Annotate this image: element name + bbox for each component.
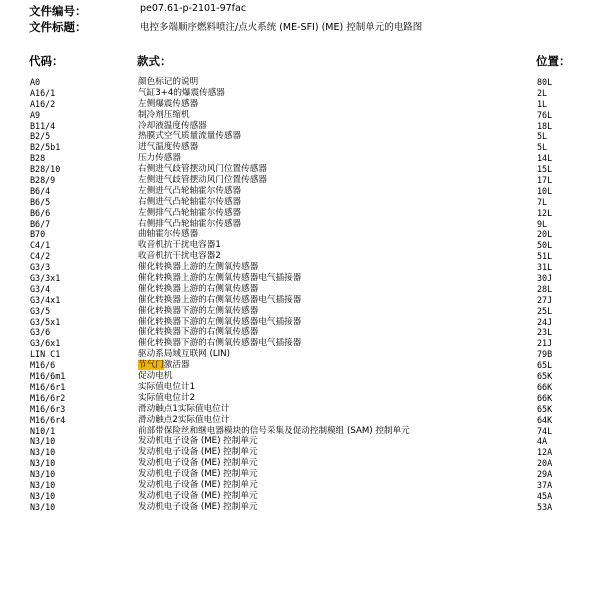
list-item: [0, 197, 601, 208]
component-position: 5L: [537, 142, 548, 153]
list-item: [0, 502, 601, 513]
list-item: [0, 262, 601, 273]
component-position: 25L: [537, 305, 553, 316]
list-item: [0, 360, 601, 371]
component-position: 80L: [537, 77, 553, 87]
component-description: 发动机电子设备 (ME) 控制单元: [138, 469, 258, 480]
list-item: [0, 371, 601, 382]
list-item: [0, 284, 601, 295]
component-description: 收音机抗干扰电容器2: [138, 251, 221, 262]
component-description: 滑动触点1实际值电位计: [138, 403, 230, 414]
list-item: [0, 436, 601, 447]
list-item: [0, 382, 601, 393]
component-description: 前部带保险丝和继电器模块的信号采集及促动控制模组 (SAM) 控制单元: [138, 425, 410, 436]
component-code: N3/10: [30, 469, 56, 480]
component-description: 发动机电子设备 (ME) 控制单元: [138, 490, 258, 501]
component-position: 29A: [537, 469, 553, 480]
component-description: 右侧进气歧管摆动风门位置传感器: [138, 164, 267, 175]
component-position: 51L: [537, 251, 553, 262]
component-description: 压力传感器: [138, 153, 181, 164]
component-code: B2/5b1: [30, 142, 61, 153]
list-item: [0, 273, 601, 284]
component-code: G3/3: [30, 262, 51, 273]
component-code: B28/9: [30, 175, 56, 186]
component-position: 79B: [537, 349, 553, 360]
component-description: 发动机电子设备 (ME) 控制单元: [138, 436, 258, 447]
component-code: M16/6r1: [30, 381, 66, 392]
component-code: A16/1: [30, 87, 56, 98]
list-item: [0, 77, 601, 88]
list-item: [0, 88, 601, 99]
component-code: B70: [30, 229, 46, 240]
component-position: 12A: [537, 447, 553, 458]
component-description: 发动机电子设备 (ME) 控制单元: [138, 479, 258, 490]
list-item: [0, 317, 601, 328]
list-item: [0, 121, 601, 132]
component-position: 17L: [537, 175, 553, 186]
component-description: 实际值电位计2: [138, 392, 196, 403]
component-position: 21J: [537, 338, 553, 349]
component-code: LIN C1: [30, 349, 61, 360]
component-code: M16/6: [30, 360, 56, 371]
component-description: 曲轴霍尔传感器: [138, 229, 199, 240]
component-position: 23L: [537, 327, 553, 338]
list-item: [0, 447, 601, 458]
component-position: 15L: [537, 164, 553, 175]
component-code: B6/6: [30, 207, 51, 218]
component-description: 右侧排气凸轮轴霍尔传感器: [138, 218, 242, 229]
component-description: 气缸3+4的爆震传感器: [138, 87, 225, 98]
component-position: 53A: [537, 501, 553, 512]
component-position: 5L: [537, 131, 548, 142]
component-description: 发动机电子设备 (ME) 控制单元: [138, 458, 258, 469]
list-item: [0, 306, 601, 317]
component-position: 10L: [537, 185, 553, 196]
component-code: A16/2: [30, 98, 56, 109]
list-item: [0, 251, 601, 262]
component-description: 催化转换器下游的右侧氧传感器电气插接器: [138, 338, 302, 349]
list-item: [0, 415, 601, 426]
component-description: 催化转换器上游的左侧氧传感器: [138, 262, 259, 273]
list-item: [0, 240, 601, 251]
component-code: N10/1: [30, 425, 56, 436]
doc-title-label: 文件标题：: [29, 20, 87, 34]
component-description: 左侧进气歧管摆动风门位置传感器: [138, 175, 267, 186]
list-item: [0, 131, 601, 142]
component-position: 65K: [537, 403, 553, 414]
component-position: 28L: [537, 283, 553, 294]
component-code: B28: [30, 153, 46, 164]
component-code: G3/3x1: [30, 273, 61, 284]
component-position: 1L: [537, 98, 548, 109]
component-position: 66K: [537, 381, 553, 392]
component-code: C4/2: [30, 251, 51, 262]
list-item: [0, 458, 601, 469]
component-position: 76L: [537, 109, 553, 120]
list-item: [0, 219, 601, 230]
column-header-desc: 款式：: [137, 54, 172, 68]
component-code: G3/6: [30, 327, 51, 338]
component-description: 催化转换器上游的右侧氧传感器: [138, 283, 259, 294]
list-item: [0, 480, 601, 491]
component-description: 催化转换器上游的左侧氧传感器电气插接器: [138, 273, 302, 284]
doc-number-label: 文件编号：: [29, 4, 87, 18]
component-description: 颜色标记的说明: [138, 77, 199, 87]
component-description: 发动机电子设备 (ME) 控制单元: [138, 501, 258, 512]
list-item: [0, 349, 601, 360]
component-code: B6/4: [30, 185, 51, 196]
list-item: [0, 295, 601, 306]
component-position: 64K: [537, 414, 553, 425]
component-description: 热膜式空气质量流量传感器: [138, 131, 242, 142]
component-code: B6/7: [30, 218, 51, 229]
component-position: 27J: [537, 294, 553, 305]
component-position: 20L: [537, 229, 553, 240]
component-position: 30J: [537, 273, 553, 284]
component-position: 24J: [537, 316, 553, 327]
component-position: 45A: [537, 490, 553, 501]
component-code: C4/1: [30, 240, 51, 251]
component-description: 驱动系局域互联网 (LIN): [138, 349, 230, 360]
component-description: 左侧进气凸轮轴霍尔传感器: [138, 185, 242, 196]
component-position: 50L: [537, 240, 553, 251]
component-position: 14L: [537, 153, 553, 164]
component-description: 催化转换器下游的左侧氧传感器电气插接器: [138, 316, 302, 327]
list-item: [0, 491, 601, 502]
component-description: 进气温度传感器: [138, 142, 199, 153]
list-item: [0, 142, 601, 153]
list-item: [0, 110, 601, 121]
component-description: 收音机抗干扰电容器1: [138, 240, 221, 251]
component-position: 2L: [537, 87, 548, 98]
component-code: M16/6m1: [30, 371, 66, 382]
component-position: 31L: [537, 262, 553, 273]
component-code: N3/10: [30, 479, 56, 490]
component-position: 65K: [537, 371, 553, 382]
doc-number-value: pe07.61-p-2101-97fac: [140, 3, 247, 14]
component-code: G3/6x1: [30, 338, 61, 349]
component-description: 促动电机: [138, 371, 173, 382]
component-position: 37A: [537, 479, 553, 490]
column-header-pos: 位置：: [536, 54, 571, 68]
component-description: 催化转换器上游的右侧氧传感器电气插接器: [138, 294, 302, 305]
component-position: 20A: [537, 458, 553, 469]
component-code: M16/6r2: [30, 392, 66, 403]
component-description: 右侧进气凸轮轴霍尔传感器: [138, 196, 242, 207]
component-description: 实际值电位计1: [138, 381, 196, 392]
list-item: [0, 338, 601, 349]
doc-title-value: 电控多端顺序燃料喷注/点火系统 (ME-SFI) (ME) 控制单元的电路图: [140, 22, 423, 33]
component-list: [0, 77, 601, 513]
component-code: G3/5: [30, 305, 51, 316]
list-item: [0, 175, 601, 186]
component-description: 催化转换器下游的左侧氧传感器: [138, 305, 259, 316]
component-code: B6/5: [30, 196, 51, 207]
component-description: 左侧爆震传感器: [138, 98, 199, 109]
column-header-code: 代码：: [29, 54, 64, 68]
list-item: [0, 469, 601, 480]
list-item: [0, 164, 601, 175]
component-position: 74L: [537, 425, 553, 436]
list-item: [0, 99, 601, 110]
component-position: 9L: [537, 218, 548, 229]
list-item: [0, 229, 601, 240]
component-code: G3/5x1: [30, 316, 61, 327]
component-code: G3/4: [30, 283, 51, 294]
list-item: [0, 208, 601, 219]
component-description: 发动机电子设备 (ME) 控制单元: [138, 447, 258, 458]
component-code: N3/10: [30, 458, 56, 469]
component-description: 滑动触点2实际值电位计: [138, 414, 230, 425]
component-code: B11/4: [30, 120, 56, 131]
component-code: B2/5: [30, 131, 51, 142]
component-code: N3/10: [30, 501, 56, 512]
component-position: 66K: [537, 392, 553, 403]
component-code: M16/6r4: [30, 414, 66, 425]
component-position: 18L: [537, 120, 553, 131]
component-description: 制冷剂压缩机: [138, 109, 190, 120]
component-code: N3/10: [30, 490, 56, 501]
component-position: 7L: [537, 196, 548, 207]
list-item: [0, 393, 601, 404]
list-item: [0, 327, 601, 338]
component-description: 催化转换器下游的右侧氧传感器: [138, 327, 259, 338]
component-code: N3/10: [30, 436, 56, 447]
component-code: A0: [30, 77, 41, 87]
list-item: [0, 186, 601, 197]
component-code: B28/10: [30, 164, 61, 175]
search-highlight: 节气门: [138, 360, 164, 371]
component-description: 节气门激活器: [138, 360, 190, 371]
component-code: G3/4x1: [30, 294, 61, 305]
list-item: [0, 426, 601, 437]
list-item: [0, 153, 601, 164]
component-position: 12L: [537, 207, 553, 218]
component-code: A9: [30, 109, 41, 120]
component-code: N3/10: [30, 447, 56, 458]
component-code: M16/6r3: [30, 403, 66, 414]
component-position: 65L: [537, 360, 553, 371]
component-description: 冷却液温度传感器: [138, 120, 207, 131]
component-position: 4A: [537, 436, 548, 447]
component-description: 左侧排气凸轮轴霍尔传感器: [138, 207, 242, 218]
list-item: [0, 404, 601, 415]
